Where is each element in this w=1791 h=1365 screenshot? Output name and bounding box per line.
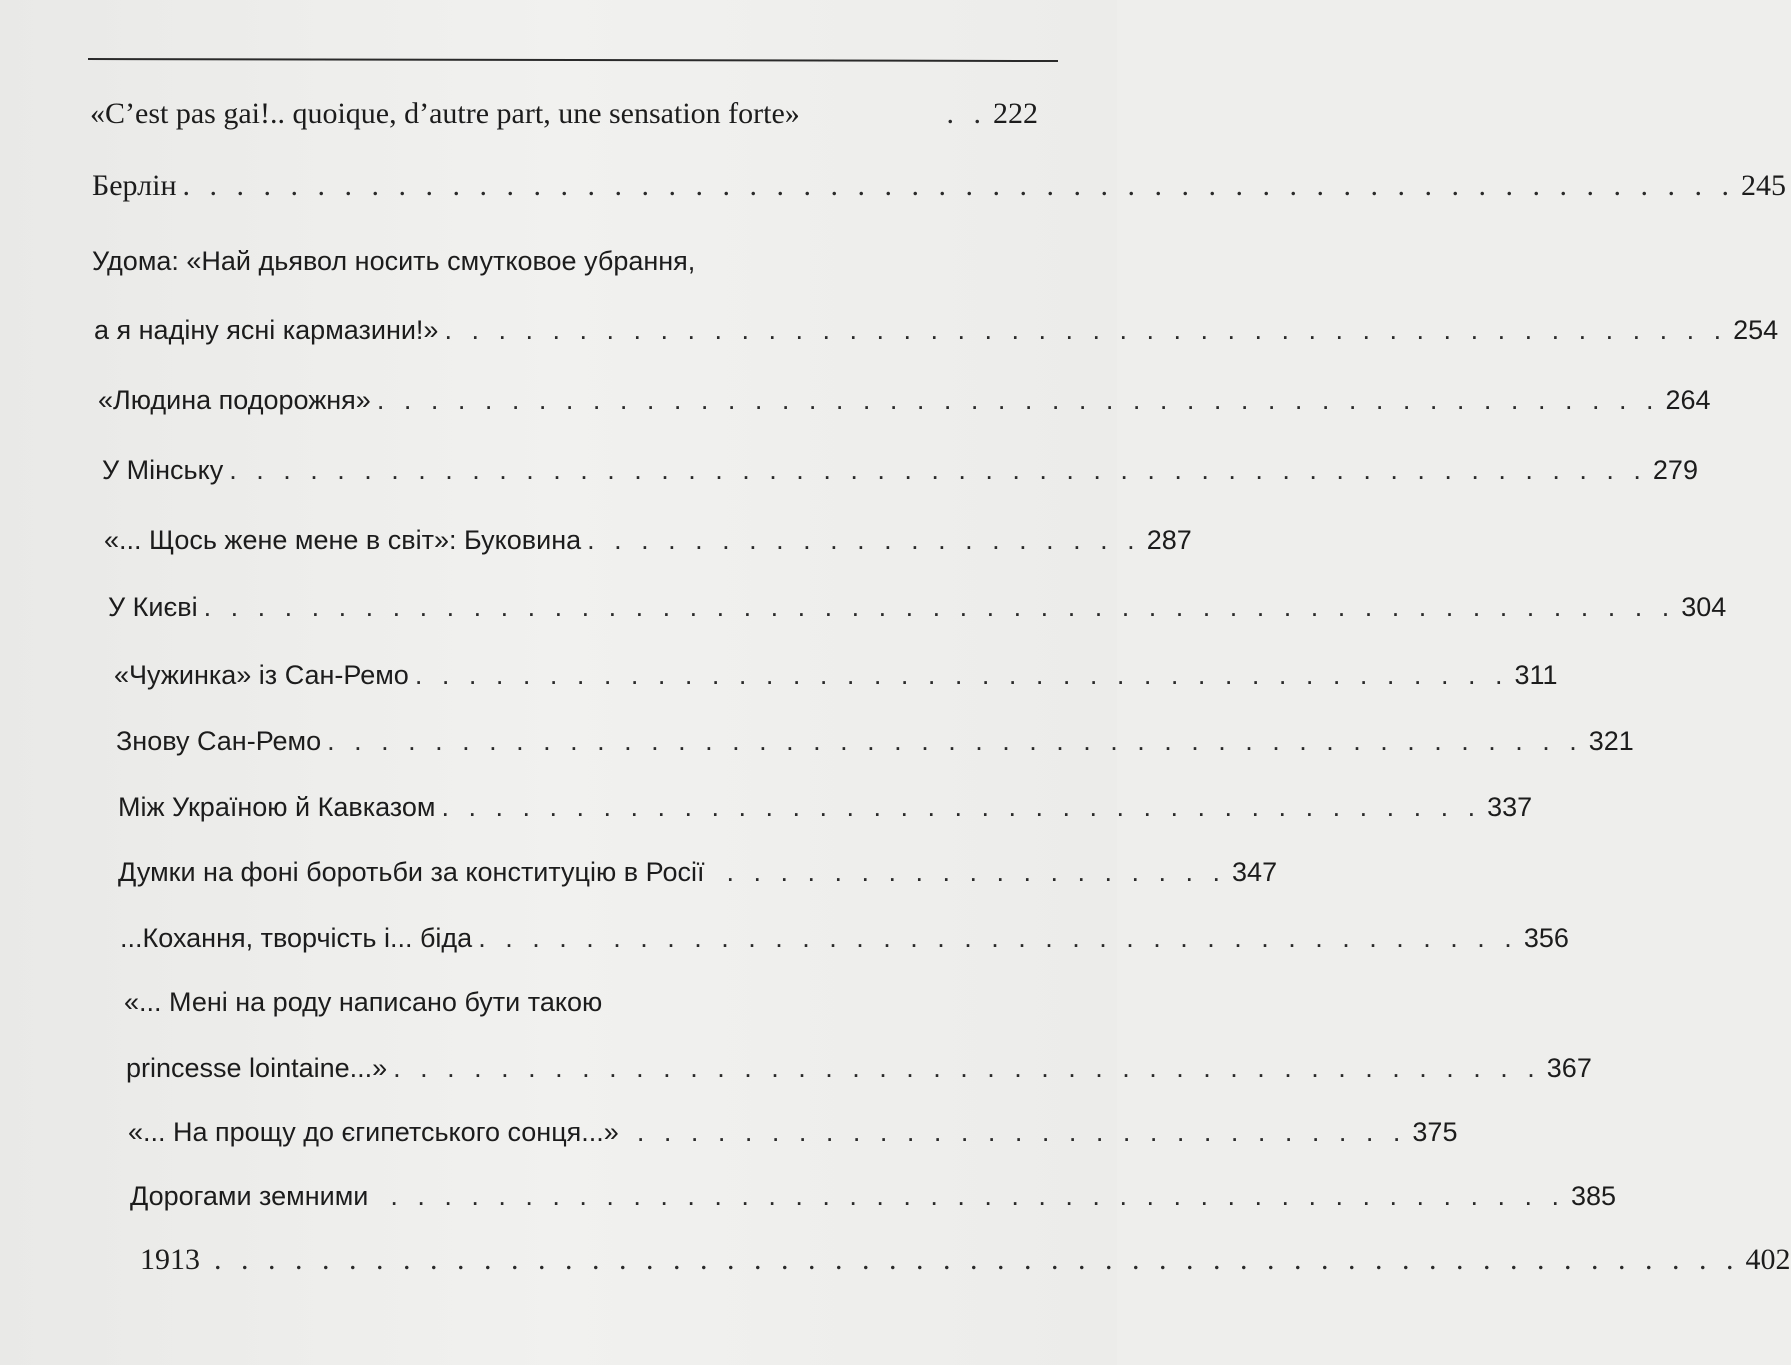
toc-entry	[140, 1240, 1791, 1280]
toc-entry	[126, 1048, 1592, 1088]
toc-leader-dots: . . . . . . . . . . . . . . . . . . . . . . . . . . . . . . . . . . . . . . . . . . . .	[390, 1181, 1565, 1211]
toc-entry-title: У Києві	[108, 592, 198, 622]
toc-leader-dots: . .	[946, 97, 987, 130]
toc-entry-title: «... Щось жене мене в світ»: Буковина	[104, 525, 582, 555]
toc-leader-dots: . . . . . . . . . . . . . . . . . . . . . . . . . . . . . . . . . . . . . . . . . . . . . . .	[327, 726, 1583, 756]
toc-leader-dots: . . . . . . . . . . . . . . . . . . . . .	[587, 525, 1141, 555]
toc-entry-page: 402	[1745, 1243, 1791, 1276]
toc-entry	[118, 787, 1533, 827]
toc-leader-dots: . . . . . . . . . . . . . . . . . . . . . . . . . . . . . . . . . . . . . . . . .	[414, 660, 1509, 690]
toc-entry	[116, 721, 1634, 761]
toc-entry	[128, 1112, 1458, 1152]
toc-entry-title: ...Кохання, творчість і... біда	[120, 923, 473, 953]
toc-leader-dots: . . . . . . . . . . . . . . . . . . . . . . . . . . . . . . . . . . . . . . . . . . . . . . . .	[444, 315, 1728, 345]
toc-entry-page: 356	[1523, 923, 1569, 953]
toc-entry-title: У Мінську	[102, 455, 224, 485]
toc-entry-title: Між Україною й Кавказом	[118, 792, 436, 822]
toc-leader-dots: . . . . . . . . . . . . . . . . . . . . . . . . . . . . . . . . . . . . . . . . . . . . . . . .	[376, 385, 1660, 415]
toc-leader-dots: . . . . . . . . . . . . . . . . . . . . . . . . . . . . . . . . . . . . . . . . . . . . . . . . . . . . . . . . . .	[182, 169, 1736, 202]
toc-leader-dots: . . . . . . . . . . . . . . . . . . . . . . . . . . . . .	[636, 1117, 1407, 1147]
toc-entry-title: «C’est pas gai!.. quoique, d’autre part, une sensation forte»	[90, 97, 800, 130]
toc-entry	[98, 380, 1711, 420]
toc-leader-dots: . . . . . . . . . . . . . . . . . . . . . . . . . . . . . . . . . . . . . . . . . . . . . . . . . . . . . . . . .	[214, 1243, 1740, 1276]
toc-entry-page: 304	[1681, 592, 1727, 622]
toc-entry	[90, 94, 1038, 134]
toc-entry-page: 287	[1146, 525, 1192, 555]
toc-entry-page: 279	[1652, 455, 1698, 485]
toc-entry-page: 254	[1733, 315, 1779, 345]
toc-entry-title-line1: «... Мені на роду написано бути такою	[124, 987, 603, 1017]
toc-entry-title: «... На прощу до єгипетського сонця...»	[128, 1117, 619, 1147]
toc-entry-page: 337	[1487, 792, 1533, 822]
toc-entry-page: 385	[1571, 1181, 1617, 1211]
toc-entry-title: 1913	[140, 1243, 200, 1276]
toc-entry-page: 367	[1546, 1053, 1592, 1083]
toc-entry	[120, 918, 1569, 958]
toc-entry-title: Дорогами земними	[130, 1181, 369, 1211]
toc-entry-title: Думки на фоні боротьби за конституцію в Росії	[118, 857, 705, 887]
toc-entry-page: 321	[1588, 726, 1634, 756]
toc-entry-page: 222	[993, 97, 1038, 130]
toc-entry	[114, 655, 1558, 695]
toc-entry-page: 245	[1741, 169, 1787, 202]
toc-entry-title-line1: Удома: «Най дьявол носить смутковое убрання,	[92, 246, 696, 276]
toc-entry-page: 311	[1514, 660, 1558, 690]
toc-leader-dots: . . . . . . . . . . . . . . . . . . . . . . . . . . . . . . . . . . . . . . . . . . . . . . . . . . . . . . .	[203, 592, 1676, 622]
toc-leader-dots: . . . . . . . . . . . . . . . . . . . . . . . . . . . . . . . . . . . . . . . . . . .	[393, 1053, 1541, 1083]
toc-entry-title: Берлін	[92, 169, 177, 202]
toc-entry	[130, 1176, 1617, 1216]
toc-entry-page: 347	[1232, 857, 1278, 887]
toc-entry	[108, 587, 1727, 627]
toc-entry-page: 264	[1665, 385, 1711, 415]
toc-entry	[118, 852, 1278, 892]
toc-entry-page: 375	[1412, 1117, 1458, 1147]
toc-entry	[92, 166, 1787, 206]
toc-entry	[94, 310, 1779, 350]
toc-leader-dots: . . . . . . . . . . . . . . . . . . . . . . . . . . . . . . . . . . . . . . .	[478, 923, 1518, 953]
toc-entry-title: Знову Сан-Ремо	[116, 726, 322, 756]
toc-leader-dots: . . . . . . . . . . . . . . . . . . . . . . . . . . . . . . . . . . . . . . . . . . . . . . . . . . . . .	[229, 455, 1647, 485]
toc-entry	[104, 520, 1192, 560]
toc-entry-title: «Людина подорожня»	[98, 385, 371, 415]
toc-leader-dots: . . . . . . . . . . . . . . . . . . . . . . . . . . . . . . . . . . . . . . .	[441, 792, 1482, 822]
toc-leader-dots: . . . . . . . . . . . . . . . . . . .	[726, 857, 1227, 887]
toc-entry-title: princesse lointaine...»	[126, 1053, 388, 1083]
toc-entry-title: «Чужинка» із Сан-Ремо	[114, 660, 409, 690]
toc-entry	[102, 450, 1698, 490]
toc-entry-title: а я надіну ясні кармазини!»	[94, 315, 439, 345]
